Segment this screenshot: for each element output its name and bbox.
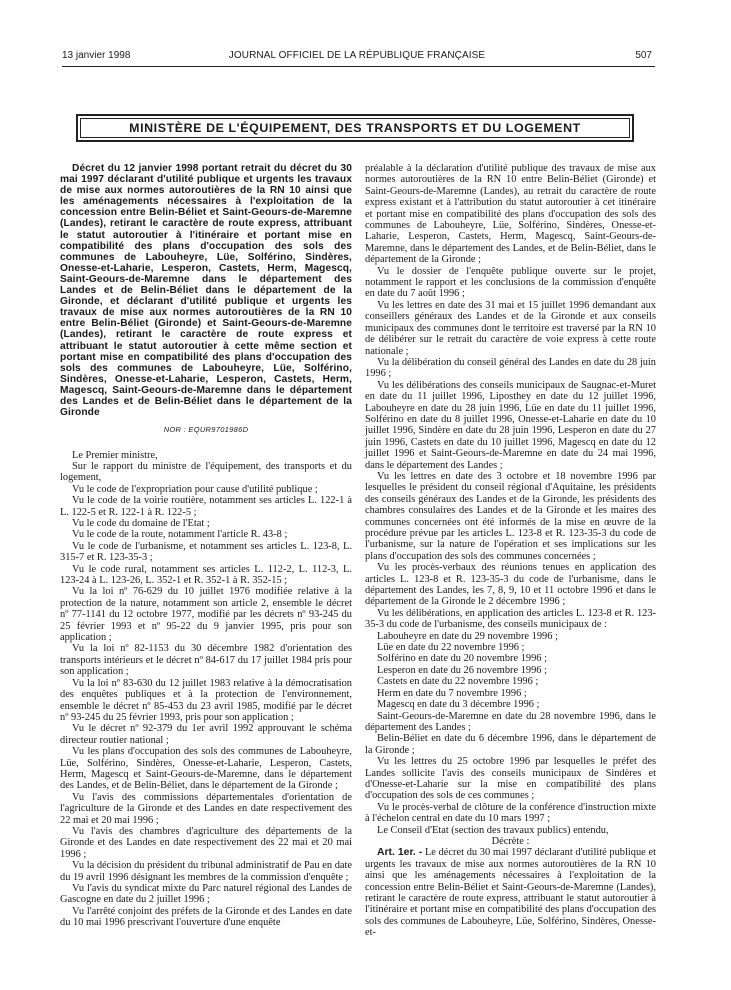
left-paragraph: Le Premier ministre, xyxy=(72,449,158,461)
right-paragraph: Solférino en date du 20 novembre 1996 ; xyxy=(377,653,547,665)
right-column xyxy=(365,163,656,939)
left-paragraph: Vu l'arrêté conjoint des préfets de la Gironde et des Landes en date du 10 mai 1996 prescrivant l'ouverture d'une enquête xyxy=(60,905,352,929)
decree-title: Décret du 12 janvier 1998 portant retrait du décret du 30 mai 1997 déclarant d'utilité publique et urgents les travaux de mise aux normes autoroutières de la RN 10 ainsi que les aménagements nécessaires à l'exploitation de la concession entre Belin-Béliet et Saint-Geours-de-Maremne (Landes), retirant le caractère de route express, attribuant le statut autoroutier à l'itinéraire et portant mise en compatibilité des plans d'occupation des sols des communes de Labouheyre, Lüe, Solférino, Sindères, Onesse-et-Laharie, Lesperon, Castets, Herm, Magescq, Saint-Geours-de-Maremne dans le département des Landes et de Belin-Béliet dans le département de la Gironde, et déclarant d'utilité publique et urgents les travaux de mise aux normes autoroutières de la RN 10 entre Belin-Béliet (Gironde) et Saint-Geours-de-Maremne (Landes), retirant le caractère de route express et attribuant le statut autoroutier à cette même section et portant mise en compatibilité des plans d'occupation des sols des communes de Labouheyre, Lüe, Solférino, Sindères, Onesse-et-Laharie, Lesperon, Castets, Herm, Magescq, Saint-Geours-de-Maremne dans le département des Landes et de Belin-Béliet dans le département de la Gironde xyxy=(60,163,352,419)
left-paragraph: Vu les plans d'occupation des sols des communes de Labouheyre, Lüe, Solférino, Sindères, Onesse-et-Laharie, Lesperon, Castets, Herm, Magescq et Saint-Geours-de-Maremne, dans le département des Landes, et de Belin-Béliet, dans le département de la Gironde ; xyxy=(60,746,352,792)
right-paragraph: Vu la délibération du conseil général des Landes en date du 28 juin 1996 ; xyxy=(365,356,656,380)
article-1-text: Le décret du 30 mai 1997 déclarant d'utilité publique et urgents les travaux de mise aux normes autoroutières de la RN 10 ainsi que les aménagements nécessaires à l'exploitation de la concession entre Belin-Béliet et Saint-Geours-de-Maremne (Landes), retirant le caractère de route express, attribuant le statut autoroutier à l'itinéraire et portant mise en compatibilité des plans d'occupation des sols des communes de Labouheyre, Lüe, Solférino, Sindères, Onesse-et- xyxy=(365,847,656,939)
left-paragraph: Sur le rapport du ministre de l'équipement, des transports et du logement, xyxy=(60,460,352,484)
left-paragraph: Vu l'avis du syndicat mixte du Parc naturel régional des Landes de Gascogne en date du 2 juillet 1996 ; xyxy=(60,883,352,906)
left-paragraph: Vu la loi nº 82-1153 du 30 décembre 1982 d'orientation des transports intérieurs et le décret nº 84-617 du 17 juillet 1984 pris pour son application ; xyxy=(60,643,352,678)
article-1-label: Art. 1er. - xyxy=(377,847,423,859)
left-paragraph: Vu la loi nº 83-630 du 12 juillet 1983 relative à la démocratisation des enquêtes publiques et à la protection de l'environnement, ensemble le décret nº 85-453 du 23 avril 1985, modifié par le décret nº 93-245 du 25 février 1993, pris pour son application ; xyxy=(60,677,352,723)
right-paragraph: Vu les lettres en date des 3 octobre et 18 novembre 1996 par lesquelles le président du conseil régional d'Aquitaine, les présidents des conseils généraux des Landes et de la Gironde, les présidents des chambres consulaires des Landes et de la Gironde et les maires des communes concernées ont été informés de la mise en œuvre de la procédure prévue par les articles L. 123-8 et R. 123-35-3 du code de l'urbanisme, sur la nature de l'opération et ses implications sur les plans d'occupation des sols des communes concernées ; xyxy=(365,470,656,562)
right-paragraph: Vu les lettres du 25 octobre 1996 par lesquelles le préfet des Landes sollicite l'avis des conseils municipaux de Sindères et d'Onesse-et-Laharie sur la mise en compatibilité des plans d'occupation des sols de ces communes ; xyxy=(365,756,656,802)
right-paragraph: préalable à la déclaration d'utilité publique des travaux de mise aux normes autoroutières de la RN 10 entre Belin-Béliet (Gironde) et Saint-Geours-de-Maremne (Landes), au retrait du caractère de route express existant et à l'attribution du statut autoroutier à cet itinéraire et portant mise en compatibilité des plans d'occupation des sols des communes de Labouheyre, Lüe, Solférino, Sindères, Onesse-et-Laharie, Lesperon, Castets, Herm, Magescq, Saint-Geours-de-Maremne, dans le département des Landes, et de Belin-Béliet, dans le département de la Gironde ; xyxy=(365,163,656,266)
right-paragraph: Lesperon en date du 26 novembre 1996 ; xyxy=(377,664,547,676)
article-1 xyxy=(365,847,656,938)
journal-title: JOURNAL OFFICIEL DE LA RÉPUBLIQUE FRANÇAISE xyxy=(228,50,486,61)
left-paragraph: Vu le code de la voirie routière, notamment ses articles L. 122-1 à L. 122-5 et R. 122-1 à R. 122-5 ; xyxy=(60,495,352,518)
right-paragraph: Lüe en date du 22 novembre 1996 ; xyxy=(377,642,525,654)
left-paragraph: Vu le code de l'expropriation pour cause d'utilité publique ; xyxy=(72,483,318,495)
left-paragraph: Vu le code de l'urbanisme, et notamment ses articles L. 123-8, L. 315-7 et R. 123-35-3 ; xyxy=(60,540,352,564)
right-paragraph: Castets en date du 22 novembre 1996 ; xyxy=(377,676,539,688)
left-paragraph: Vu le code du domaine de l'Etat ; xyxy=(72,518,210,529)
left-body xyxy=(60,450,352,929)
left-column xyxy=(60,163,352,929)
header-rule xyxy=(62,66,655,67)
left-paragraph: Vu la loi nº 76-629 du 10 juillet 1976 modifiée relative à la protection de la nature, notamment son article 2, ensemble le décret nº 77-1141 du 12 octobre 1977, modifié par les décrets nº 93-245 du 25 février 1993 et nº 95-22 du 9 janvier 1995, pris pour son application ; xyxy=(60,586,352,644)
right-paragraph: Vu les délibérations des conseils municipaux de Saugnac-et-Muret en date du 11 juillet 1996, Liposthey en date du 12 juillet 1996, Labouheyre en date du 28 juin 1996, Lüe en date du 11 juillet 1996, Solférino en date du 8 juillet 1996, Onesse-et-Laharie en date du 10 juillet 1996, Sindère en date du 28 juin 1996, Lesperon en date du 27 juin 1996, Castets en date du 10 juillet 1996, Magescq en date du 12 juillet 1996 et Saint-Geours-de-Maremne en date du 24 mai 1996, dans le département des Landes ; xyxy=(365,379,656,471)
right-paragraph: Vu les procès-verbaux des réunions tenues en application des articles L. 123-8 et R. 123-35-3 du code de l'urbanisme, dans le département des Landes, les 7, 8, 9, 10 et 11 octobre 1996 et dans le département de la Gironde le 2 décembre 1996 ; xyxy=(365,562,656,608)
right-paragraph: Herm en date du 7 novembre 1996 ; xyxy=(377,687,527,699)
page-number: 507 xyxy=(635,50,652,61)
page-header xyxy=(62,50,652,64)
nor-reference: NOR : EQUR9701986D xyxy=(163,425,249,435)
right-paragraph: Vu les lettres en date des 31 mai et 15 juillet 1996 demandant aux conseillers généraux des Landes et de la Gironde et aux conseils municipaux des communes dont le territoire est traversé par la RN 10 de délibérer sur le retrait du caractère de voie express à cette route nationale ; xyxy=(365,299,656,357)
right-body xyxy=(365,163,656,847)
right-paragraph: Vu le dossier de l'enquête publique ouverte sur le projet, notamment le rapport et les conclusions de la commission d'enquête en date du 7 août 1996 ; xyxy=(365,265,656,300)
left-paragraph: Vu le code rural, notamment ses articles L. 112-2, L. 112-3, L. 123-24 à L. 123-26, L. 352-1 et R. 352-1 à R. 352-15 ; xyxy=(60,563,352,587)
left-paragraph: Vu la décision du président du tribunal administratif de Pau en date du 19 avril 1996 désignant les membres de la commission d'enquête ; xyxy=(60,860,352,883)
right-paragraph: Le Conseil d'Etat (section des travaux publics) entendu, xyxy=(377,824,609,836)
left-paragraph: Vu l'avis des commissions départementales d'orientation de l'agriculture de la Gironde et des Landes en date respectivement des 22 mai et 20 mai 1996 ; xyxy=(60,791,352,826)
right-paragraph: Décrète : xyxy=(491,835,530,847)
right-paragraph: Belin-Béliet en date du 6 décembre 1996, dans le département de la Gironde ; xyxy=(365,733,656,756)
left-paragraph: Vu l'avis des chambres d'agriculture des départements de la Gironde et des Landes en date respectivement des 22 mai et 20 mai 1996 ; xyxy=(60,825,352,860)
ministry-box xyxy=(76,114,634,142)
right-paragraph: Vu le procès-verbal de clôture de la conférence d'instruction mixte à l'échelon central en date du 10 mars 1997 ; xyxy=(365,801,656,825)
right-paragraph: Saint-Geours-de-Maremne en date du 28 novembre 1996, dans le département des Landes ; xyxy=(365,710,656,733)
ministry-title: MINISTÈRE DE L'ÉQUIPEMENT, DES TRANSPORTS ET DU LOGEMENT xyxy=(129,121,581,135)
header-date: 13 janvier 1998 xyxy=(62,50,131,61)
right-paragraph: Magescq en date du 3 décembre 1996 ; xyxy=(377,699,540,711)
right-paragraph: Labouheyre en date du 29 novembre 1996 ; xyxy=(377,630,558,642)
right-paragraph: Vu les délibérations, en application des articles L. 123-8 et R. 123-35-3 du code de l'urbanisme, des conseils municipaux de : xyxy=(365,607,656,631)
left-paragraph: Vu le décret nº 92-379 du 1er avril 1992 approuvant le schéma directeur routier national ; xyxy=(60,723,352,746)
left-paragraph: Vu le code de la route, notamment l'article R. 43-8 ; xyxy=(72,529,288,541)
